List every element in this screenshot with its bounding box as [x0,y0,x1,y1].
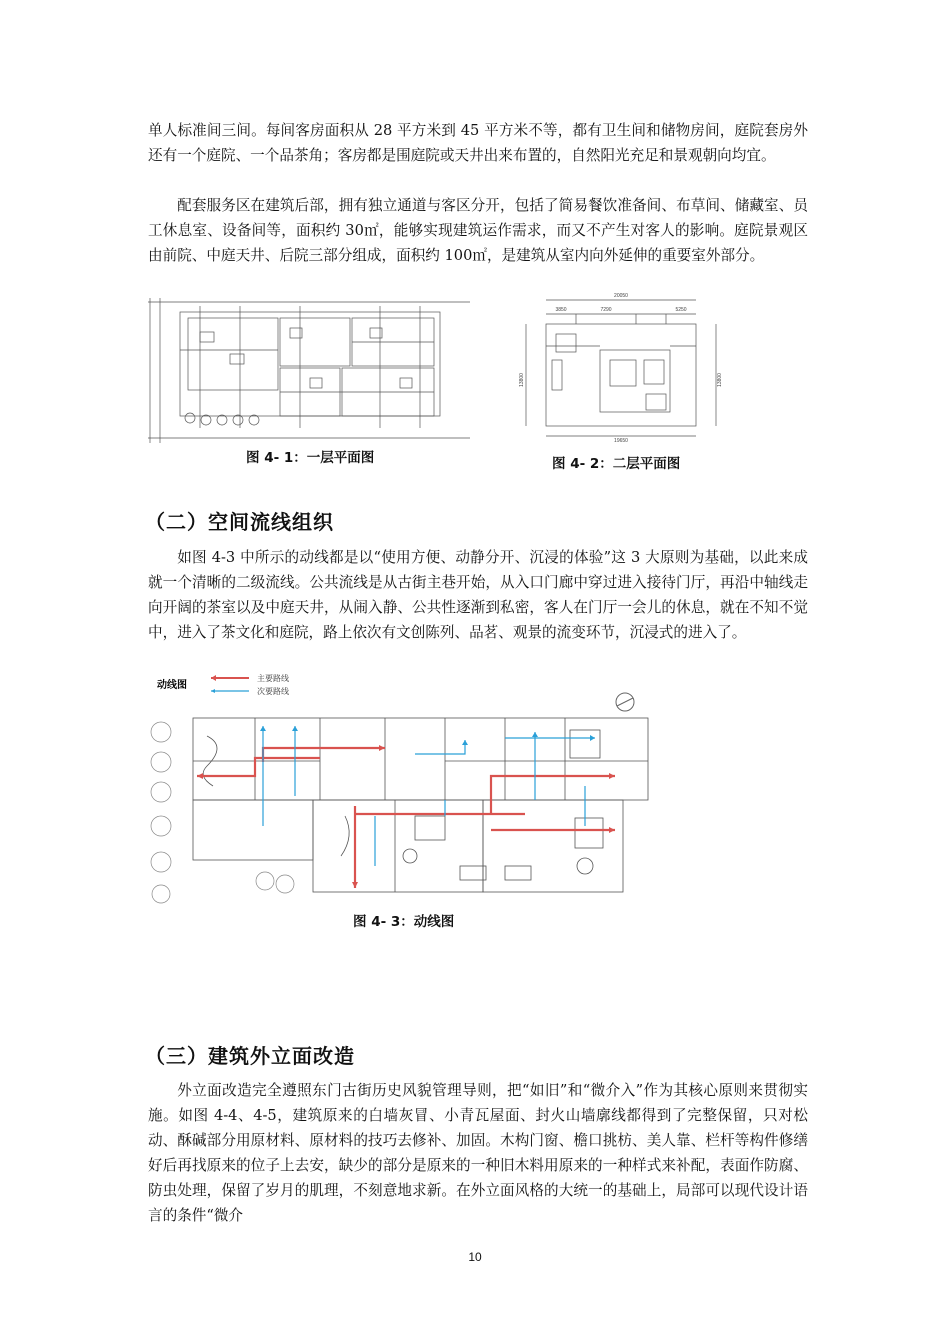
section-heading-circulation: （二）空间流线组织 [145,510,334,534]
section-heading-facade: （三）建筑外立面改造 [145,1044,355,1068]
figure-2-caption: 图 4- 2：二层平面图 [552,456,681,472]
dim-top: 20050 [614,293,628,299]
diagram-label: 动线图 [157,680,187,691]
main-route-arrows [197,745,615,888]
page-number: 10 [468,1250,482,1264]
figure-3-caption: 图 4- 3：动线图 [353,914,455,930]
paragraph-rooms: 单人标准间三间。每间客房面积从 28 平方米到 45 平方米不等，都有卫生间和储物房间，庭院套房外还有一个庭院、一个品茶角；客房都是围庭院或天井出来布置的，自然阳光充足和景观朝向均宜。 [148,122,808,164]
paragraph-circulation: 如图 4-3 中所示的动线都是以“使用方便、动静分开、沉浸的体验”这 3 大原则为基础，以此来成就一个清晰的二级流线。公共流线是从古街主巷开始，从入口门廊中穿过进入接待门厅，再沿中轴线走向开阔的茶室以及中庭天井，从闹入静、公共性逐渐到私密，客人在门厅一会儿的休息，就在不知不觉中，进入了茶文化和庭院，路上依次有文创陈列、品茗、观景的流变环节，沉浸式的进入了。 [148,549,808,641]
legend-secondary-label: 次要路线 [257,687,289,696]
figure-circulation-diagram [145,666,660,910]
paragraph-service-area: 配套服务区在建筑后部，拥有独立通道与客区分开，包括了简易餐饮准备间、布草间、储藏室、员工休息室、设备间等，面积约 30㎡，能够实现建筑运作需求，而又不产生对客人的影响。庭院景观区由前院、中庭天井、后院三部分组成，面积约 100㎡，是建筑从室内向外延伸的重要室外部分。 [148,197,808,264]
dim-left: 13800 [519,373,525,387]
secondary-route-arrows [260,726,595,745]
legend-main-label: 主要路线 [257,674,289,683]
dim-sub2: 7290 [600,307,612,313]
main-route-lines [197,748,615,888]
figure-second-floor-plan [516,290,726,442]
figure-first-floor-plan [140,298,474,446]
dim-sub1: 3850 [555,307,567,313]
dim-bottom: 19650 [614,438,628,442]
dim-right: 13800 [717,373,723,387]
compass-icon [616,693,634,711]
trees-column [151,722,294,903]
dim-sub3: 5250 [675,307,687,313]
figure-1-caption: 图 4- 1：一层平面图 [246,450,375,466]
paragraph-facade: 外立面改造完全遵照东门古街历史风貌管理导则，把“如旧”和“微介入”作为其核心原则来贯彻实施。如图 4-4、4-5，建筑原来的白墙灰冒、小青瓦屋面、封火山墙廓线都得到了完整保留，只对松动、酥碱部分用原材料、原材料的技巧去修补、加固。木构门窗、檐口挑枋、美人靠、栏杆等构件修缮好后再找原来的位子上去安，缺少的部分是原来的一种旧木料用原来的一种样式来补配，表面作防腐、防虫处理，保留了岁月的肌理，不刻意地求新。在外立面风格的大统一的基础上，局部可以现代设计语言的条件“微介 [148,1082,808,1224]
